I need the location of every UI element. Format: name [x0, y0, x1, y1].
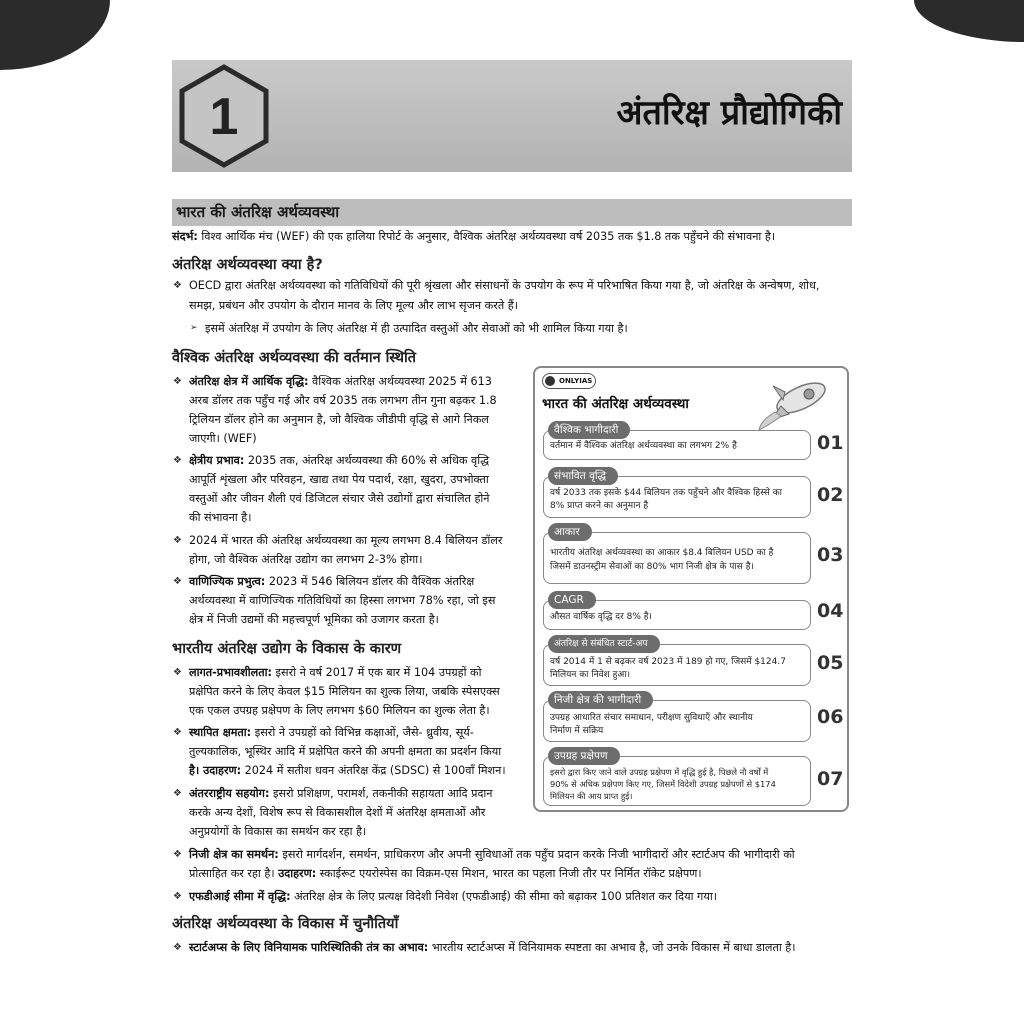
chapter-number: 1 — [209, 88, 239, 146]
info-card — [543, 694, 811, 742]
bullet-icon: ❖ — [173, 849, 182, 860]
info-card-tab: आकार — [548, 523, 592, 541]
paragraph-line: निजी क्षेत्र का समर्थन: इसरो मार्गदर्शन, समर्थन, प्राधिकरण और अपनी सुविधाओं तक पहुँच प्रदान करके निजी भागीदारों और स्टार्टअप की भागीदारी को — [189, 848, 795, 861]
info-card-tab: वैश्विक भागीदारी — [548, 421, 630, 439]
rocket-icon — [755, 372, 835, 432]
paragraph-line: वस्तुओं और जीवन शैली एवं डिजिटल संचार जैसे उद्योगों द्वारा संचालित होने — [189, 492, 490, 505]
paragraph-line: करके अन्य देशों, विशेष रूप से विकासशील देशों में अंतरिक्ष क्षमताओं और — [189, 806, 486, 819]
paragraph-line: क्षेत्र में निजी उद्यमों की महत्त्वपूर्ण भूमिका को उजागर करता है। — [189, 613, 439, 626]
paragraph-line: जाएगी। (WEF) — [189, 432, 257, 445]
info-card-text: इसरो द्वारा किए जाने वाले उपग्रह प्रक्षेपण में वृद्धि हुई है, पिछले नौ वर्षों में — [550, 767, 769, 777]
bullet-icon: ❖ — [173, 376, 182, 387]
info-card-number: 05 — [817, 652, 844, 674]
heading-reasons: भारतीय अंतरिक्ष उद्योग के विकास के कारण — [172, 641, 402, 657]
paragraph-line: आपूर्ति शृंखला और परिवहन, खाद्य तथा पेय पदार्थ, रक्षा, खुदरा, उपभोक्ता — [189, 473, 489, 486]
bullet-icon: ❖ — [173, 455, 182, 466]
bullet-icon: ❖ — [173, 576, 182, 587]
info-card — [543, 526, 811, 584]
info-card-number: 02 — [817, 484, 844, 506]
info-card-text: 8% प्राप्त करने का अनुमान है — [550, 501, 649, 511]
paragraph-line: होगा, जो वैश्विक अंतरिक्ष उद्योग का लगभग 2-3% होगा। — [189, 553, 423, 566]
heading-global-status: वैश्विक अंतरिक्ष अर्थव्यवस्था की वर्तमान स्थिति — [172, 350, 417, 366]
paragraph-line: स्थापित क्षमता: इसरो ने उपग्रहों को विभिन्न कक्षाओं, जैसे- ध्रुवीय, सूर्य- — [189, 726, 474, 739]
paragraph-line: क्षेत्रीय प्रभाव: 2035 तक, अंतरिक्ष अर्थव्यवस्था की 60% से अधिक वृद्धि — [189, 454, 490, 467]
info-card — [543, 750, 811, 806]
page-corner-left — [0, 0, 110, 70]
paragraph-line: एफडीआई सीमा में वृद्धि: अंतरिक्ष क्षेत्र के लिए प्रत्यक्ष विदेशी निवेश (एफडीआई) की सीमा को बढ़ाकर 100 प्रतिशत कर दिया गया। — [189, 890, 717, 903]
paragraph-line: प्रक्षेपित करने के लिए केवल $15 मिलियन का शुल्क लिया, जबकि स्पेसएक्स — [189, 685, 500, 698]
publisher-logo: ONLYIAS — [542, 373, 596, 389]
info-card-tab: अंतरिक्ष से संबंधित स्टार्ट-अप — [548, 635, 660, 653]
paragraph-line: एक एकल उपग्रह प्रक्षेपण के लिए लगभग $60 मिलियन का शुल्क लेता है। — [189, 704, 490, 717]
paragraph-line: है। उदाहरण: 2024 में सतीश धवन अंतरिक्ष केंद्र (SDSC) से 100वाँ मिशन। — [189, 764, 506, 777]
paragraph-line: प्रोत्साहित कर रहा है। उदाहरण: स्काईरूट एयरोस्पेस का विक्रम-एस मिशन, भारत का पहला निजी तौर पर निर्मित रॉकेट प्रक्षेपण। — [189, 867, 702, 880]
paragraph-line: अंतरिक्ष क्षेत्र में आर्थिक वृद्धि: वैश्विक अंतरिक्ष अर्थव्यवस्था 2025 में 613 — [189, 375, 492, 388]
info-card-text: 90% से अधिक प्रक्षेपण किए गए, जिसमें विदेशी उपग्रह प्रक्षेपणों से $174 — [550, 779, 776, 789]
section-title: भारत की अंतरिक्ष अर्थव्यवस्था — [176, 203, 340, 221]
paragraph-line: ट्रिलियन डॉलर होने का अनुमान है, जो वैश्विक जीडीपी वृद्धि से आगे निकल — [189, 413, 489, 426]
paragraph-line: स्टार्टअप्स के लिए विनियामक पारिस्थितिकी तंत्र का अभाव: भारतीय स्टार्टअप्स में विनियामक स्पष्टता का अभाव है, जो उनके विकास में बाधा डालता है। — [189, 941, 796, 954]
info-card-text: उपग्रह आधारित संचार समाधान, परीक्षण सुविधाएँ और स्थानीय — [550, 713, 753, 723]
chapter-number-hexagon — [178, 64, 270, 168]
infographic-title: भारत की अंतरिक्ष अर्थव्यवस्था — [542, 396, 689, 412]
infographic-box — [533, 366, 849, 812]
info-card-text: मिलियन की आय प्राप्त हुई। — [550, 791, 633, 801]
paragraph-line: अरब डॉलर तक पहुँच गई और वर्ष 2035 तक लगभग तीन गुना बढ़कर 1.8 — [189, 394, 497, 407]
info-card — [543, 470, 811, 518]
paragraph-line: वाणिज्यिक प्रभुत्व: 2023 में 546 बिलियन डॉलर की वैश्विक अंतरिक्ष — [189, 575, 475, 588]
paragraph-line: समझ, प्रबंधन और उपयोग के दौरान मानव के लिए मूल्य और लाभ सृजन करते हैं। — [189, 299, 518, 312]
bullet-icon: ❖ — [173, 942, 182, 953]
paragraph-line: OECD द्वारा अंतरिक्ष अर्थव्यवस्था को गतिविधियों की पूरी श्रृंखला और संसाधनों के उपयोग के रूप में परिभाषित किया गया है, जो अंतरिक्ष के अन्वेषण, शोध, — [189, 279, 820, 292]
bullet-icon: ❖ — [173, 727, 182, 738]
heading-what-is: अंतरिक्ष अर्थव्यवस्था क्या है? — [172, 257, 323, 273]
bullet-icon: ❖ — [173, 667, 182, 678]
bullet-icon: ❖ — [173, 891, 182, 902]
info-card-text: जिसमें डाउनस्ट्रीम सेवाओं का 80% भाग निजी क्षेत्र के पास है। — [550, 562, 754, 572]
paragraph-line: लागत-प्रभावशीलता: इसरो ने वर्ष 2017 में एक बार में 104 उपग्रहों को — [189, 666, 482, 679]
paragraph-line: तुल्यकालिक, भूस्थिर आदि में प्रक्षेपित करने की अपनी क्षमता का प्रदर्शन किया — [189, 745, 502, 758]
info-card-text: वर्ष 2014 में 1 से बढ़कर वर्ष 2023 में 189 हो गए, जिसमें $124.7 — [550, 657, 786, 667]
info-card-number: 06 — [817, 706, 844, 728]
paragraph-line: अनुप्रयोगों के विकास का समर्थन कर रहा है। — [189, 825, 367, 838]
bullet-icon: ❖ — [173, 535, 182, 546]
paragraph-line: 2024 में भारत की अंतरिक्ष अर्थव्यवस्था का मूल्य लगभग 8.4 बिलियन डॉलर — [189, 534, 503, 547]
info-card-text: औसत वार्षिक वृद्धि दर 8% है। — [550, 612, 652, 622]
paragraph-line: इसमें अंतरिक्ष में उपयोग के लिए अंतरिक्ष में ही उत्पादित वस्तुओं और सेवाओं को भी शामिल किया गया है। — [205, 322, 628, 335]
sub-bullet-icon: ➢ — [190, 323, 198, 333]
context-line: संदर्भ: विश्व आर्थिक मंच (WEF) की एक हालिया रिपोर्ट के अनुसार, वैश्विक अंतरिक्ष अर्थव्यवस्था वर्ष 2035 तक $1.8 तक पहुँचने की संभावना है। — [172, 230, 776, 243]
paragraph-line: अर्थव्यवस्था में वाणिज्यिक गतिविधियों का हिस्सा लगभग 78% रहा, जो इस — [189, 594, 496, 607]
info-card-tab: संभावित वृद्धि — [548, 467, 618, 485]
info-card-text: निर्माण में सक्रिय — [550, 726, 604, 736]
info-card — [543, 594, 811, 630]
info-card-tab: CAGR — [548, 591, 596, 609]
info-card-text: वर्ष 2033 तक इसके $44 बिलियन तक पहुँचने और वैश्विक हिस्से का — [550, 488, 782, 498]
info-card-number: 03 — [817, 544, 844, 566]
section-title-bar — [172, 199, 852, 226]
page-corner-right — [914, 0, 1024, 42]
info-card-number: 07 — [817, 768, 844, 790]
info-card-tab: निजी क्षेत्र की भागीदारी — [548, 691, 653, 709]
info-card-tab: उपग्रह प्रक्षेपण — [548, 747, 620, 765]
bullet-icon: ❖ — [173, 280, 182, 291]
heading-challenges: अंतरिक्ष अर्थव्यवस्था के विकास में चुनौतियाँ — [172, 916, 399, 932]
paragraph-line: अंतरराष्ट्रीय सहयोग: इसरो प्रशिक्षण, परामर्श, तकनीकी सहायता आदि प्रदान — [189, 787, 493, 800]
bullet-icon: ❖ — [173, 788, 182, 799]
info-card-text: भारतीय अंतरिक्ष अर्थव्यवस्था का आकार $8.4 बिलियन USD का है — [550, 548, 774, 558]
info-card-text: मिलियन का निवेश हुआ। — [550, 670, 631, 680]
info-card — [543, 424, 811, 460]
chapter-title: अंतरिक्ष प्रौद्योगिकी — [616, 93, 842, 133]
info-card-text: वर्तमान में वैश्विक अंतरिक्ष अर्थव्यवस्था का लगभग 2% है — [550, 441, 737, 451]
info-card-number: 01 — [817, 432, 844, 454]
logo-icon — [545, 376, 555, 386]
info-card — [543, 639, 811, 686]
info-card-number: 04 — [817, 600, 844, 622]
paragraph-line: की संभावना है। — [189, 511, 252, 524]
